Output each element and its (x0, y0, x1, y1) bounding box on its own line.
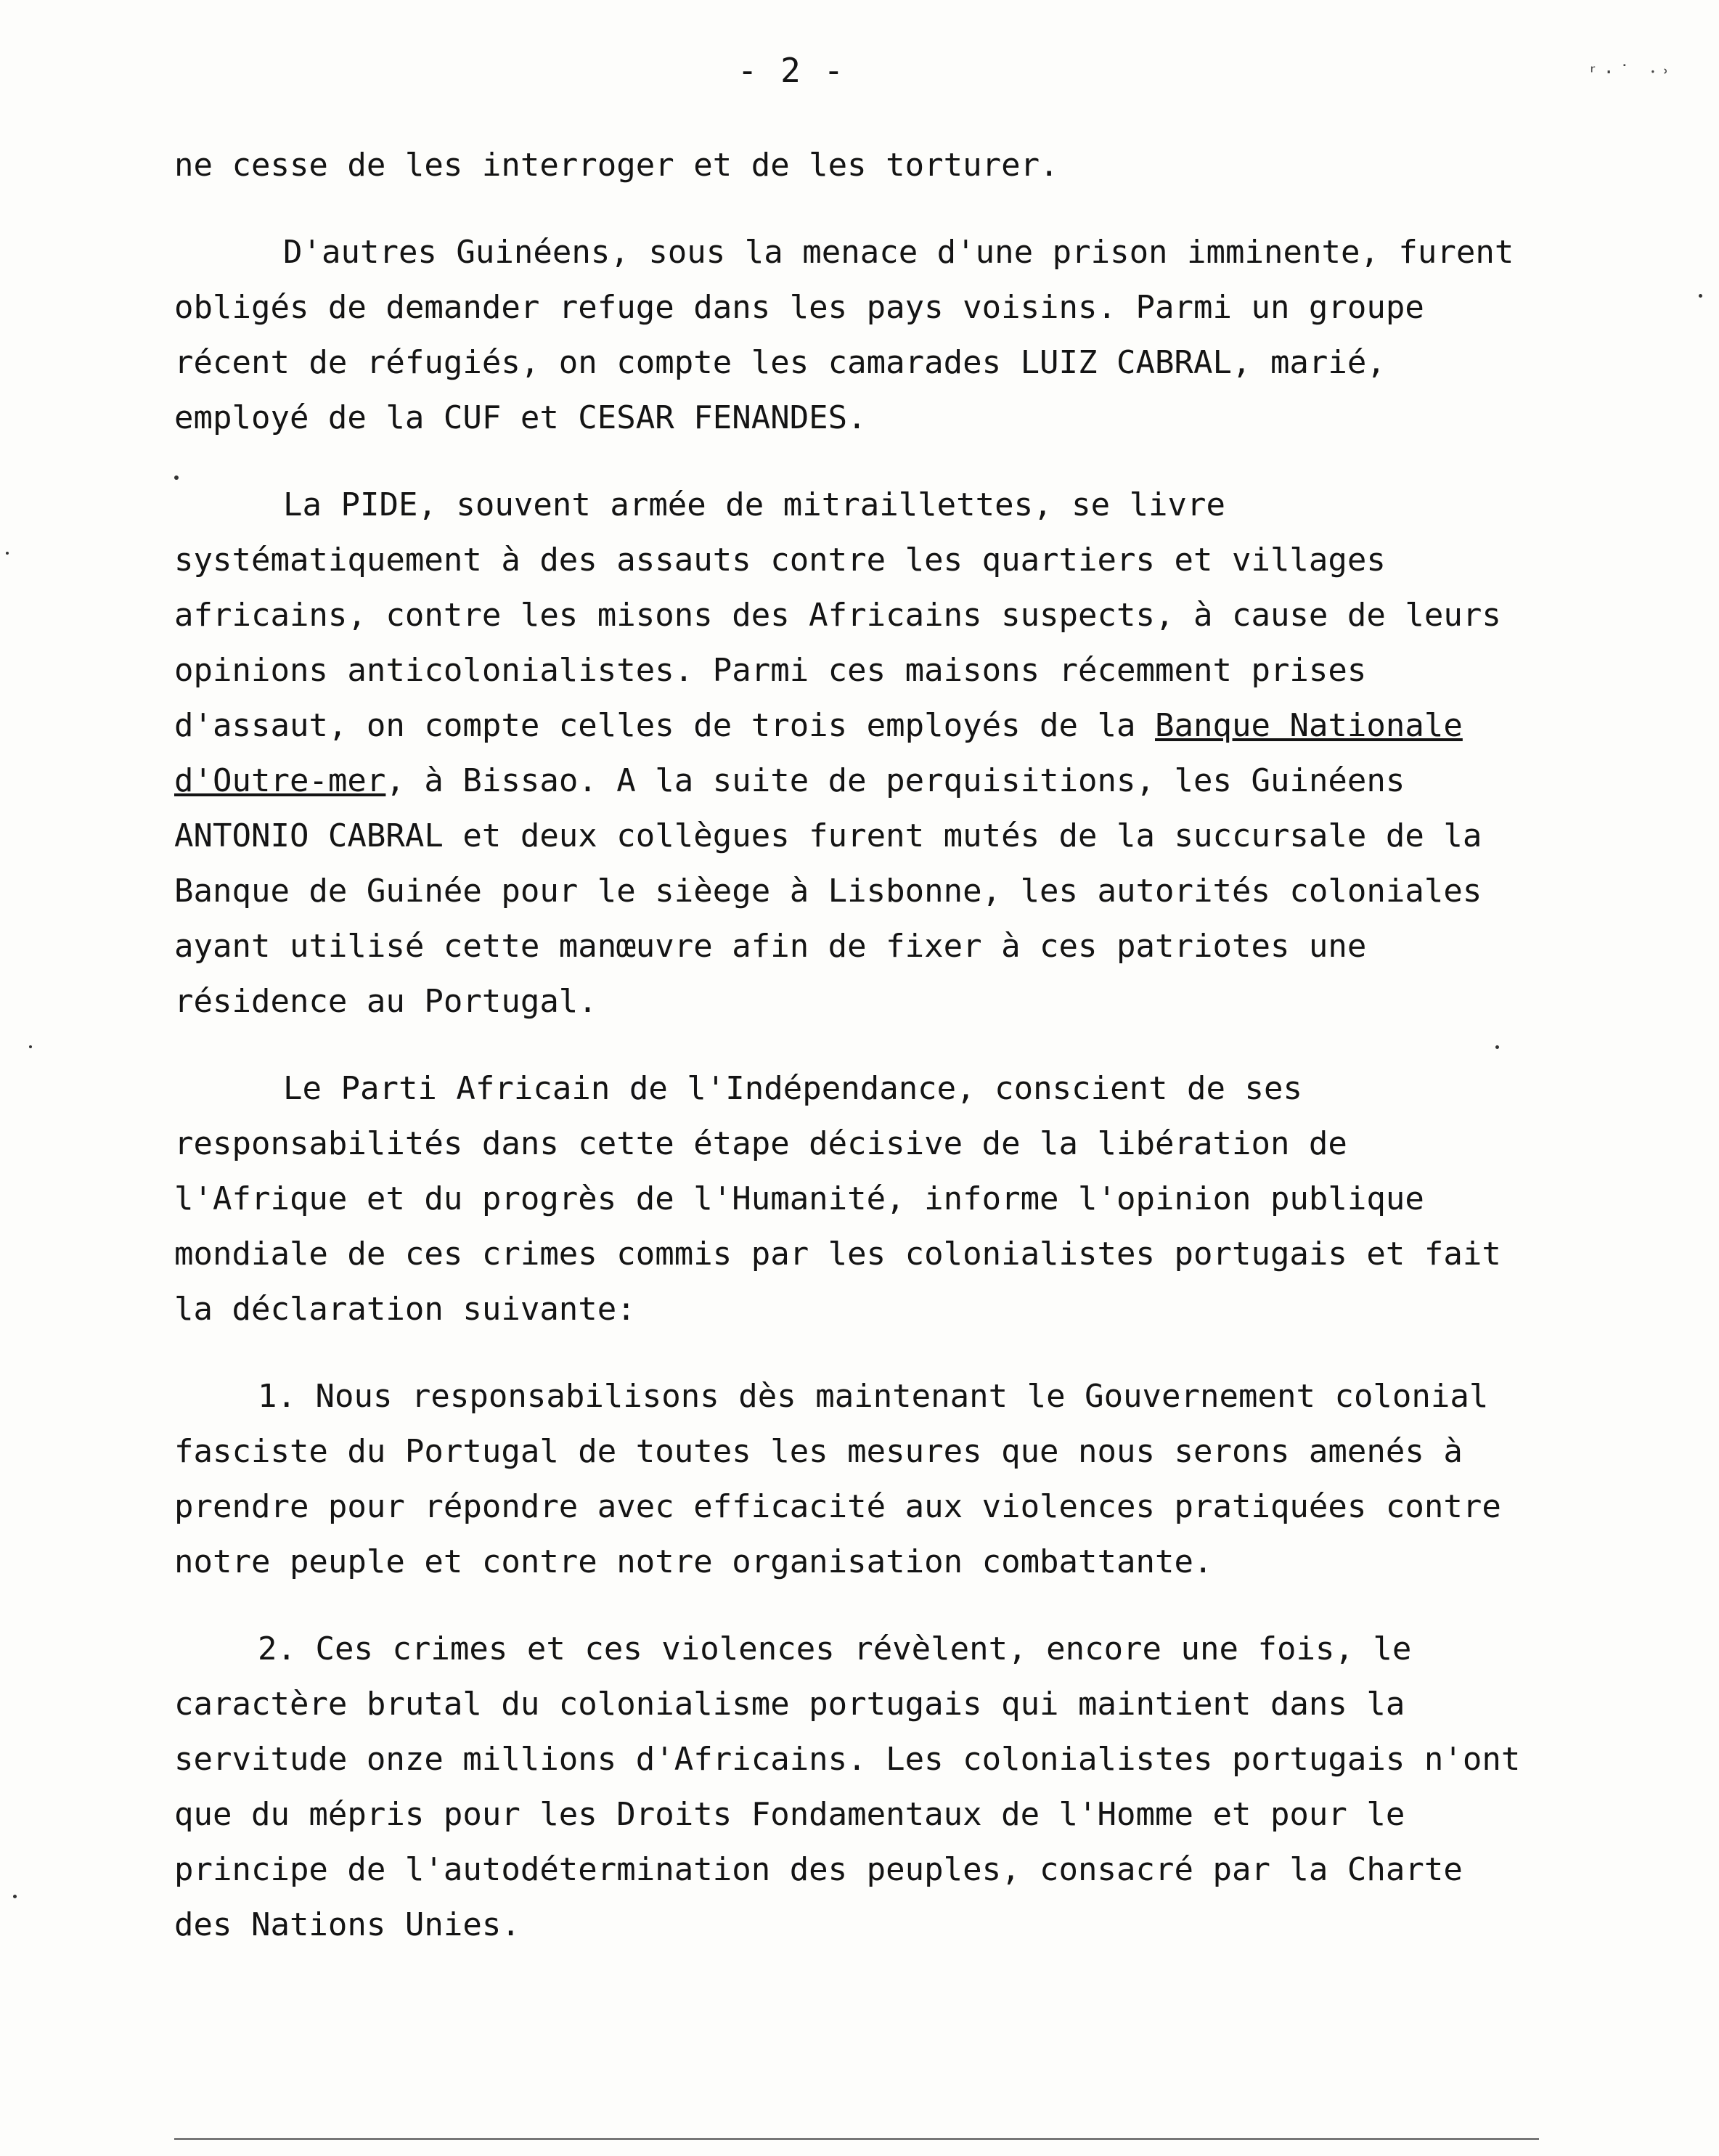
page-number: - 2 - (737, 51, 846, 90)
paragraph-declaration-intro: Le Parti Africain de l'Indépendance, conscient de ses responsabilités dans cette étape décisive de la libération de l'Afrique et du progrès de l'Humanité, informe l'opinion publique mondiale de ces crimes commis par les colonialistes portugais et fait la déclaration suivante: (174, 1070, 1501, 1328)
paper-speck (174, 475, 179, 480)
document-body (174, 138, 1539, 1953)
bank-name-underlined: Banque Nationale d'Outre-mer (174, 707, 1463, 799)
paragraph-pide-text: La PIDE, souvent armée de mitraillettes, se livre systématiquement à des assauts contre les quartiers et villages africains, contre les misons des Africains suspects, à cause de leurs opinions anticolonialistes. Parmi ces maisons récemment prises d'assaut, on compte celles de trois employés de la (174, 486, 1501, 744)
footer-rule (174, 2138, 1539, 2140)
paper-speck (1495, 1045, 1499, 1049)
paper-speck (6, 552, 9, 555)
paragraph-refugees: D'autres Guinéens, sous la menace d'une prison imminente, furent obligés de demander refuge dans les pays voisins. Parmi un groupe récent de réfugiés, on compte les camarades LUIZ CABRAL, marié, employé de la CUF et CESAR FENANDES. (174, 234, 1514, 436)
paper-speck (13, 1895, 17, 1898)
corner-marks: ʳ·˙ ⸱˒ (1587, 62, 1675, 83)
paper-speck (1699, 294, 1702, 298)
paper-speck (29, 1045, 32, 1048)
paragraph-continuation: ne cesse de les interroger et de les torturer. (174, 147, 1059, 184)
paragraph-pide-text-continued: , à Bissao. A la suite de perquisitions, les Guinéens ANTONIO CABRAL et deux collègues furent mutés de la succursale de la Banque de Guinée pour le sièege à Lisbonne, les autorités coloniales ayant utilisé cette manœuvre afin de fixer à ces patriotes une résidence au Portugal. (174, 762, 1482, 1020)
declaration-point-2: 2. Ces crimes et ces violences révèlent, encore une fois, le caractère brutal du colonialisme portugais qui maintient dans la servitude onze millions d'Africains. Les colonialistes portugais n'ont que du mépris pour les Droits Fondamentaux de l'Homme et pour le principe de l'autodétermination des peuples, consacré par la Charte des Nations Unies. (174, 1630, 1521, 1943)
declaration-point-1: 1. Nous responsabilisons dès maintenant le Gouvernement colonial fasciste du Portugal de toutes les mesures que nous serons amenés à prendre pour répondre avec efficacité aux violences pratiquées contre notre peuple et contre notre organisation combattante. (174, 1378, 1501, 1580)
paragraph-pide (174, 478, 1539, 1029)
